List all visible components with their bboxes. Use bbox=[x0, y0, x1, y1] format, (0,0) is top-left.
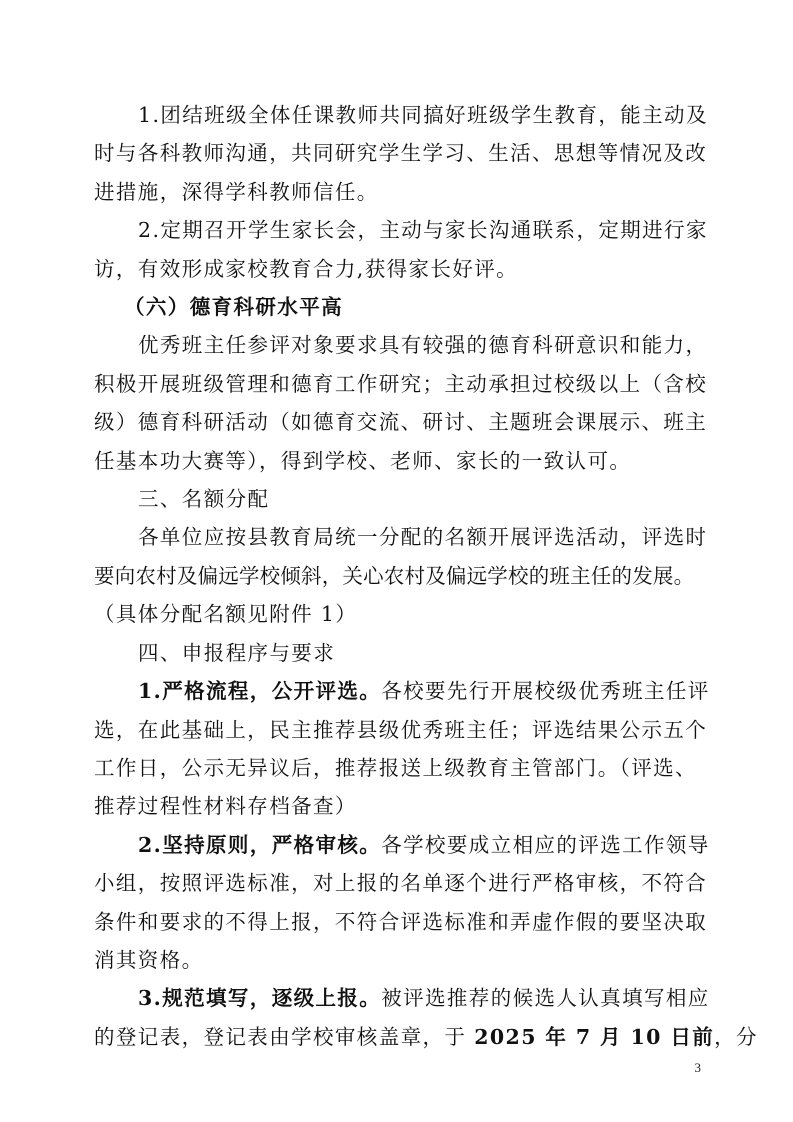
text-line bbox=[94, 826, 714, 864]
text-line: 1.团结班级全体任课教师共同搞好班级学生教育，能主动及 bbox=[138, 103, 708, 127]
heading-text: 四、申报程序与要求 bbox=[138, 640, 336, 665]
paragraph-7 bbox=[94, 979, 758, 1056]
paragraph-5 bbox=[94, 672, 714, 826]
document-body bbox=[94, 96, 758, 1056]
paragraph-3 bbox=[94, 326, 714, 480]
text-line: 2.定期召开学生家长会，主动与家长沟通联系，定期进行家 bbox=[138, 218, 708, 243]
text-line bbox=[94, 979, 714, 1017]
text-line bbox=[94, 1018, 758, 1056]
text-run: 各校要先行开展校级优秀班主任评 bbox=[381, 679, 710, 704]
bold-lead: 3.规范填写，逐级上报。 bbox=[138, 986, 382, 1011]
paragraph-1 bbox=[94, 96, 714, 211]
text-line: 积极开展班级管理和德育工作研究；主动承担过校级以上（含校 bbox=[94, 371, 708, 396]
text-run: 被评选推荐的候选人认真填写相应 bbox=[381, 986, 710, 1011]
paragraph-4 bbox=[94, 518, 714, 633]
text-line: 推荐过程性材料存档备查） bbox=[94, 794, 357, 819]
text-run: ，分 bbox=[714, 1024, 758, 1049]
text-line: 条件和要求的不得上报，不符合评选标准和弄虚作假的要坚决取 bbox=[94, 909, 708, 934]
heading-text: 三、名额分配 bbox=[138, 487, 270, 512]
text-line: （具体分配名额见附件 1） bbox=[94, 602, 358, 627]
bold-lead: 2.坚持原则，严格审核。 bbox=[138, 832, 382, 857]
text-run: 各学校要成立相应的评选工作领导 bbox=[381, 832, 710, 857]
section-heading-3 bbox=[94, 480, 714, 518]
text-line: 要向农村及偏远学校倾斜，关心农村及偏远学校的班主任的发展。 bbox=[94, 563, 695, 588]
text-line bbox=[94, 672, 714, 710]
section-heading-6 bbox=[94, 288, 714, 326]
text-line: 选，在此基础上，民主推荐县级优秀班主任；评选结果公示五个 bbox=[94, 717, 708, 742]
deadline-date: 2025 年 7 月 10 日前 bbox=[474, 1024, 715, 1049]
bold-lead: 1.严格流程，公开评选。 bbox=[138, 679, 382, 704]
paragraph-2 bbox=[94, 211, 714, 288]
paragraph-6 bbox=[94, 826, 714, 980]
text-line: 时与各科教师沟通，共同研究学生学习、生活、思想等情况及改 bbox=[94, 141, 708, 166]
text-line: 任基本功大赛等），得到学校、老师、家长的一致认可。 bbox=[94, 448, 632, 473]
text-line: 级）德育科研活动（如德育交流、研讨、主题班会课展示、班主 bbox=[94, 410, 708, 435]
page-number: 3 bbox=[694, 1060, 701, 1075]
text-run: 的登记表，登记表由学校审核盖章，于 bbox=[94, 1024, 475, 1049]
text-line: 工作日，公示无异议后，推荐报送上级教育主管部门。（评选、 bbox=[94, 755, 697, 780]
heading-text: （六）德育科研水平高 bbox=[124, 295, 343, 320]
text-line: 消其资格。 bbox=[94, 947, 204, 972]
text-line: 进措施，深得学科教师信任。 bbox=[94, 179, 379, 204]
text-line: 优秀班主任参评对象要求具有较强的德育科研意识和能力， bbox=[138, 333, 708, 358]
section-heading-4 bbox=[94, 634, 714, 672]
text-line: 小组，按照评选标准，对上报的名单逐个进行严格审核，不符合 bbox=[94, 871, 708, 896]
text-line: 访，有效形成家校教育合力,获得家长好评。 bbox=[94, 256, 519, 281]
text-line: 各单位应按县教育局统一分配的名额开展评选活动，评选时 bbox=[138, 525, 708, 550]
